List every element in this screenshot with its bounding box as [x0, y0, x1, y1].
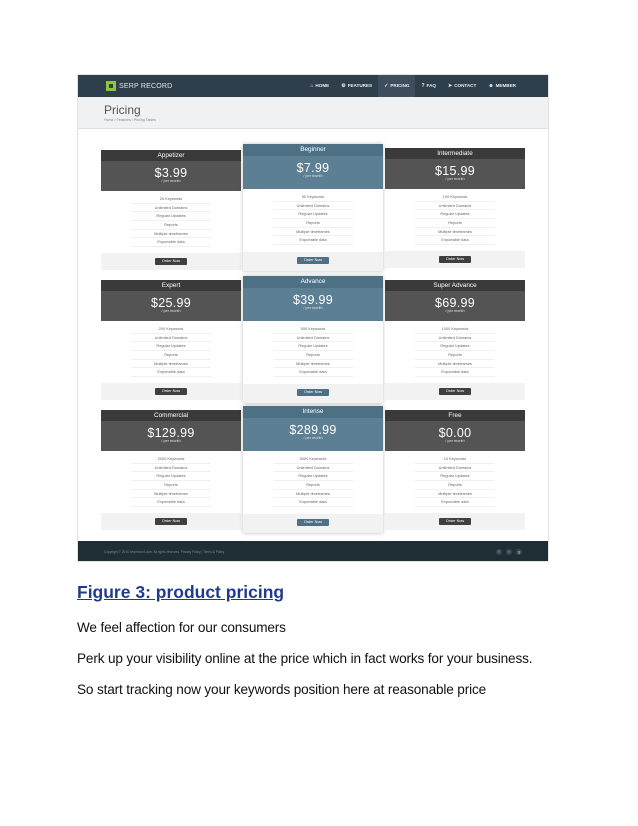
order-now-button[interactable]: Order Now	[297, 389, 329, 396]
plan-card-intermediate	[385, 148, 525, 268]
plan-price: $15.99	[434, 164, 476, 178]
plan-period: / per month	[161, 309, 181, 313]
plan-feature: Reports	[273, 351, 353, 360]
plan-feature: Unlimited Domains	[415, 202, 495, 211]
plan-price-band	[385, 291, 525, 321]
plan-price: $289.99	[289, 423, 337, 437]
plan-name: Commercial	[101, 410, 241, 421]
plan-feature: Exportable data	[131, 368, 211, 377]
plan-footer	[243, 514, 383, 533]
plan-name: Super Advance	[385, 280, 525, 291]
plan-feature: Unlimited Domains	[131, 334, 211, 343]
plan-footer	[101, 253, 241, 270]
plan-name: Appetizer	[101, 150, 241, 161]
nav-contact[interactable]: ➤ CONTACT	[447, 83, 477, 89]
plan-feature: Regular Updates	[415, 210, 495, 219]
plan-feature: Exportable data	[415, 368, 495, 377]
plan-price-band	[243, 288, 383, 321]
plan-price-band	[101, 421, 241, 451]
plan-feature: Multiple timeframes	[131, 360, 211, 369]
plan-features	[243, 451, 383, 507]
plan-feature: Unlimited Domains	[273, 334, 353, 343]
plan-feature: Exportable data	[131, 238, 211, 247]
plan-feature: Multiple timeframes	[273, 228, 353, 237]
plan-feature: Reports	[131, 351, 211, 360]
plan-feature: Multiple timeframes	[273, 360, 353, 369]
plan-price: $25.99	[150, 296, 192, 310]
facebook-icon[interactable]: f	[496, 549, 502, 555]
plan-name: Free	[385, 410, 525, 421]
plan-footer	[101, 383, 241, 400]
plan-feature: Exportable data	[131, 498, 211, 507]
order-now-button[interactable]: Order Now	[439, 256, 471, 263]
plan-period: / per month	[161, 179, 181, 183]
page-title-bar	[78, 97, 549, 129]
plan-feature: Regular Updates	[415, 342, 495, 351]
plan-price: $3.99	[154, 166, 188, 180]
plan-price-band	[101, 161, 241, 191]
nav-pricing[interactable]: ✓ PRICING	[378, 75, 415, 97]
paragraph: Perk up your visibility online at the price which in fact works for your business.	[77, 651, 533, 666]
home-icon: ⌂	[310, 83, 314, 89]
gear-icon: ⚙	[341, 83, 346, 89]
plan-footer	[385, 513, 525, 530]
plan-feature: Multiple timeframes	[131, 490, 211, 499]
plan-feature: Exportable data	[415, 236, 495, 245]
plan-card-appetizer	[101, 150, 241, 270]
main-nav	[304, 75, 522, 97]
order-now-button[interactable]: Order Now	[297, 519, 329, 526]
plan-feature: Regular Updates	[131, 472, 211, 481]
plan-feature: 200 Keywords	[131, 325, 211, 334]
plan-footer	[243, 384, 383, 403]
plan-feature: 1000 Keywords	[415, 325, 495, 334]
nav-faq[interactable]: ? FAQ	[421, 83, 436, 89]
plan-period: / per month	[445, 309, 465, 313]
plan-feature: 10 Keywords	[415, 455, 495, 464]
plan-period: / per month	[303, 436, 323, 440]
plan-footer	[243, 252, 383, 271]
twitter-icon[interactable]: t	[506, 549, 512, 555]
plan-footer	[385, 251, 525, 268]
google-plus-icon[interactable]: g	[518, 550, 520, 554]
plan-feature: Multiple timeframes	[273, 490, 353, 499]
plan-feature: 100 Keywords	[415, 193, 495, 202]
plan-feature: Unlimited Domains	[131, 464, 211, 473]
plan-card-intense	[243, 406, 383, 533]
plan-name: Intermediate	[385, 148, 525, 159]
plan-name: Expert	[101, 280, 241, 291]
send-icon: ➤	[447, 83, 453, 89]
top-navigation-bar	[78, 75, 549, 97]
logo-icon	[106, 81, 116, 91]
plan-features	[385, 321, 525, 377]
plan-feature: Reports	[415, 481, 495, 490]
plan-card-free	[385, 410, 525, 530]
plan-feature: Reports	[273, 481, 353, 490]
nav-home[interactable]: ⌂ HOME	[310, 83, 330, 89]
nav-member[interactable]: ☻ MEMBER	[488, 83, 516, 89]
plan-name: Intense	[243, 406, 383, 418]
plan-price: $69.99	[434, 296, 476, 310]
order-now-button[interactable]: Order Now	[155, 518, 187, 525]
plan-feature: Multiple timeframes	[415, 360, 495, 369]
order-now-button[interactable]: Order Now	[155, 258, 187, 265]
plan-features	[101, 451, 241, 507]
site-logo[interactable]	[106, 80, 172, 92]
check-icon: ✓	[384, 83, 389, 89]
plan-feature: Unlimited Domains	[415, 464, 495, 473]
plan-period: / per month	[161, 439, 181, 443]
order-now-button[interactable]: Order Now	[439, 518, 471, 525]
plan-feature: Regular Updates	[273, 342, 353, 351]
user-icon: ☻	[488, 83, 494, 89]
plan-feature: Exportable data	[273, 498, 353, 507]
pricing-table-grid	[101, 148, 525, 531]
breadcrumb[interactable]: Home / Features / Pricing Tables	[104, 118, 157, 122]
figure-caption: Figure 3: product pricing	[77, 582, 285, 602]
plan-price-band	[385, 159, 525, 189]
plan-feature: Exportable data	[273, 236, 353, 245]
plan-feature: Reports	[273, 219, 353, 228]
paragraph: So start tracking now your keywords position here at reasonable price	[77, 682, 487, 697]
page-title: Pricing	[104, 103, 141, 117]
plan-period: / per month	[303, 174, 323, 178]
plan-price: $39.99	[292, 293, 334, 307]
plan-feature: Regular Updates	[131, 342, 211, 351]
plan-price-band	[243, 418, 383, 451]
plan-card-super-advance	[385, 280, 525, 400]
plan-feature: Unlimited Domains	[273, 464, 353, 473]
plan-feature: Unlimited Domains	[273, 202, 353, 211]
plan-price-band	[243, 156, 383, 189]
plan-features	[243, 189, 383, 245]
plan-feature: Reports	[131, 481, 211, 490]
site-footer	[78, 541, 549, 562]
order-now-button[interactable]: Order Now	[297, 257, 329, 264]
plan-feature: Reports	[131, 221, 211, 230]
order-now-button[interactable]: Order Now	[439, 388, 471, 395]
plan-feature: Multiple timeframes	[131, 230, 211, 239]
plan-period: / per month	[445, 439, 465, 443]
plan-features	[101, 321, 241, 377]
plan-feature: Multiple timeframes	[415, 490, 495, 499]
plan-feature: Regular Updates	[273, 210, 353, 219]
plan-features	[243, 321, 383, 377]
plan-price: $0.00	[438, 426, 472, 440]
nav-features[interactable]: ⚙ FEATURES	[341, 83, 373, 89]
plan-name: Advance	[243, 276, 383, 288]
plan-feature: 500 Keywords	[273, 325, 353, 334]
plan-feature: 25 Keywords	[131, 195, 211, 204]
plan-footer	[101, 513, 241, 530]
plan-price-band	[385, 421, 525, 451]
plan-features	[101, 191, 241, 247]
pricing-page-screenshot	[77, 74, 549, 562]
plan-card-expert	[101, 280, 241, 400]
footer-copyright: Copyright © 2014 serprecord.com. All rights reserved. Privacy Policy | Terms & Policy	[104, 550, 225, 554]
plan-price: $7.99	[296, 161, 330, 175]
plan-feature: Reports	[415, 219, 495, 228]
plan-feature: Multiple timeframes	[415, 228, 495, 237]
plan-card-beginner	[243, 144, 383, 271]
plan-feature: Regular Updates	[415, 472, 495, 481]
plan-feature: Unlimited Domains	[131, 204, 211, 213]
plan-feature: Regular Updates	[131, 212, 211, 221]
plan-period: / per month	[445, 177, 465, 181]
plan-features	[385, 451, 525, 507]
plan-features	[385, 189, 525, 245]
plan-price: $129.99	[147, 426, 195, 440]
plan-price-band	[101, 291, 241, 321]
plan-footer	[385, 383, 525, 400]
order-now-button[interactable]: Order Now	[155, 388, 187, 395]
plan-card-advance	[243, 276, 383, 403]
plan-name: Beginner	[243, 144, 383, 156]
plan-feature: 50 Keywords	[273, 193, 353, 202]
plan-feature: Regular Updates	[273, 472, 353, 481]
paragraph: We feel affection for our consumers	[77, 620, 286, 635]
plan-feature: 2000 Keywords	[131, 455, 211, 464]
plan-feature: Exportable data	[273, 368, 353, 377]
plan-feature: Unlimited Domains	[415, 334, 495, 343]
plan-feature: Exportable data	[415, 498, 495, 507]
plan-card-commercial	[101, 410, 241, 530]
plan-feature: Reports	[415, 351, 495, 360]
question-icon: ?	[421, 83, 425, 89]
plan-period: / per month	[303, 306, 323, 310]
plan-feature: 5000 Keywords	[273, 455, 353, 464]
logo-text: SERP RECORD	[119, 82, 173, 90]
